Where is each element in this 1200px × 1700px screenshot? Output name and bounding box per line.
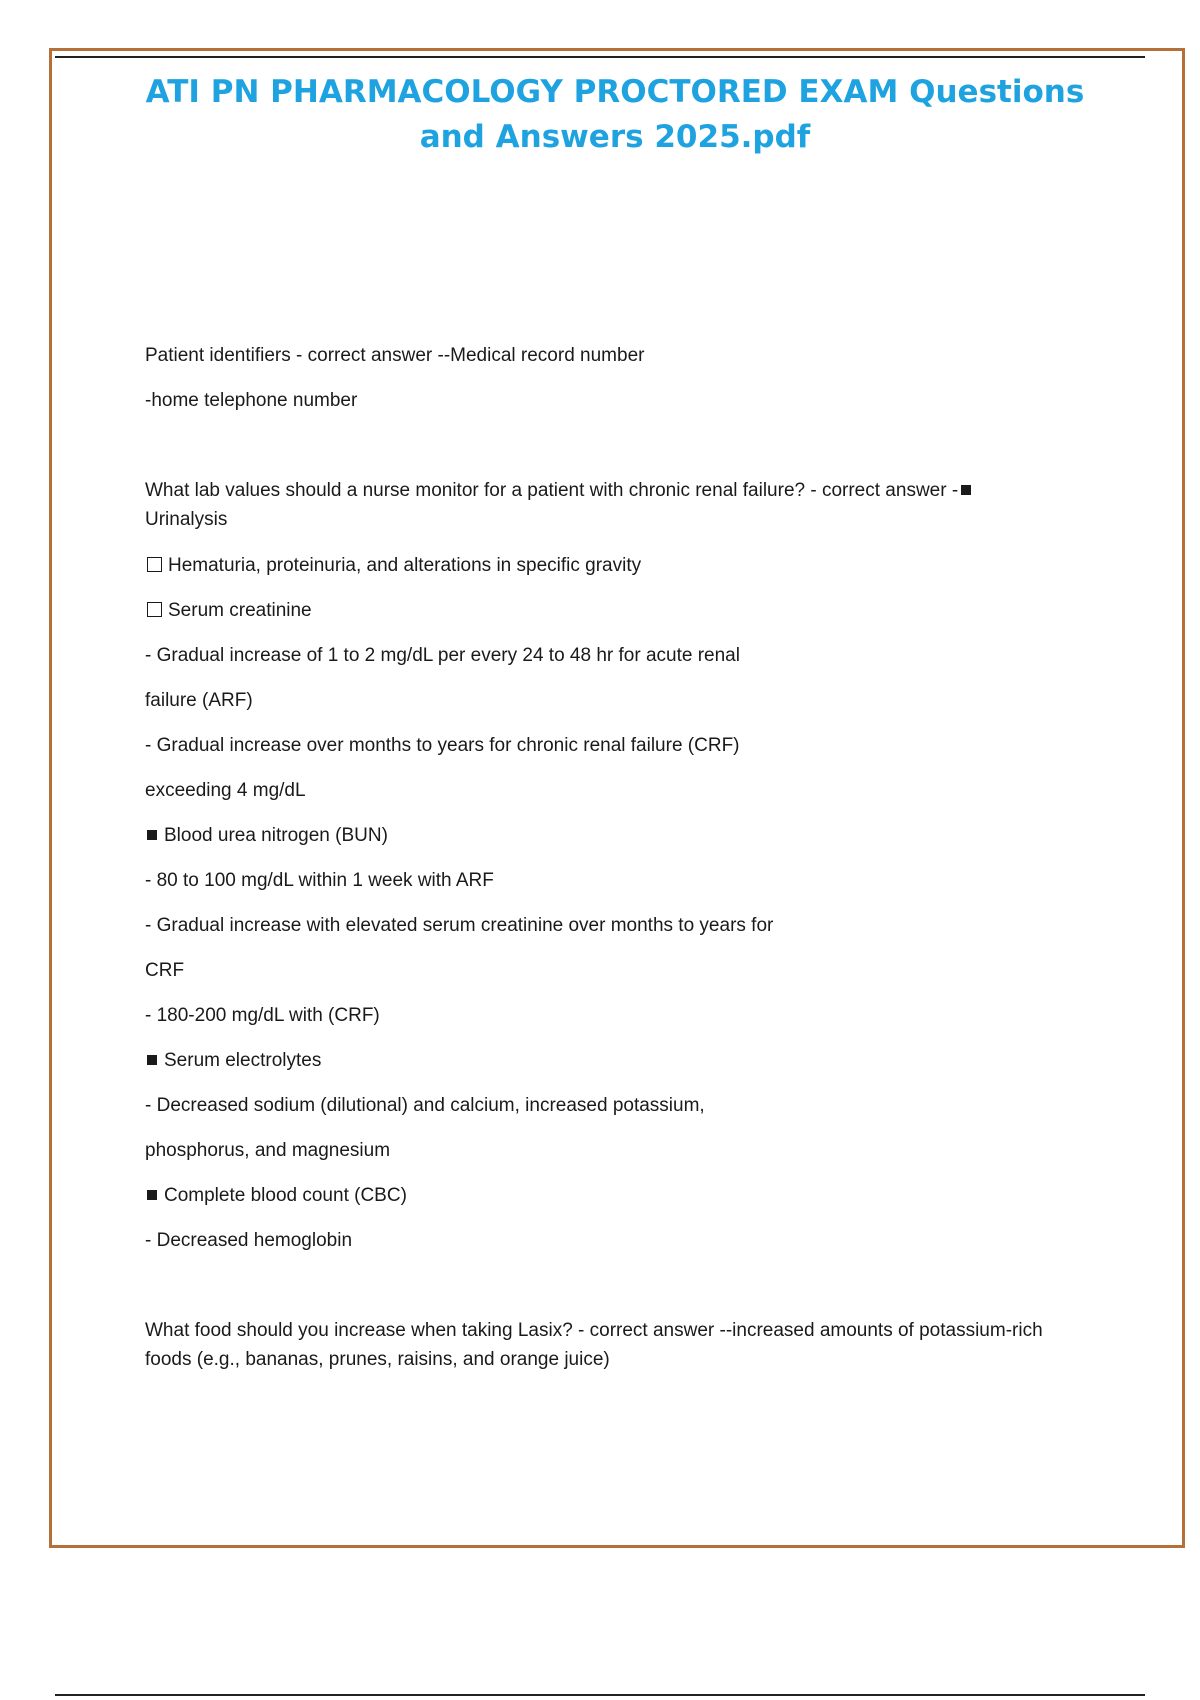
detail-line: - 180-200 mg/dL with (CRF) [145, 1005, 380, 1026]
list-item-label: Blood urea nitrogen (BUN) [164, 825, 388, 846]
list-item-label: Serum creatinine [168, 600, 312, 621]
bottom-rule [55, 1694, 1145, 1696]
list-item [145, 552, 1075, 579]
detail-line: - Decreased sodium (dilutional) and calcium, increased potassium, [145, 1095, 705, 1116]
answer-text: -home telephone number [145, 390, 358, 411]
question-text: Patient identifiers - correct answer --Medical record number [145, 345, 645, 366]
question-text: What food should you increase when taking Lasix? - correct answer --increased amounts of potassium-rich foods (e.g., bananas, prunes, raisins, and orange juice) [145, 1320, 1043, 1370]
list-item-label: Serum electrolytes [164, 1050, 322, 1071]
qa-block-lasix-food [145, 1316, 1075, 1374]
detail-line: exceeding 4 mg/dL [145, 780, 306, 801]
list-item [145, 822, 1075, 849]
checkbox-square-icon [147, 557, 162, 572]
detail-line: - Decreased hemoglobin [145, 1230, 353, 1251]
detail-line: - Gradual increase with elevated serum creatinine over months to years for [145, 915, 774, 936]
filled-square-bullet-icon [147, 830, 157, 840]
checkbox-square-icon [147, 602, 162, 617]
question-continuation: Urinalysis [145, 509, 228, 530]
filled-square-bullet-icon [147, 1055, 157, 1065]
detail-line: phosphorus, and magnesium [145, 1140, 391, 1161]
detail-line: - Gradual increase of 1 to 2 mg/dL per every 24 to 48 hr for acute renal [145, 645, 740, 666]
document-title: ATI PN PHARMACOLOGY PROCTORED EXAM Questions and Answers 2025.pdf [145, 74, 1085, 155]
question-text [145, 476, 1075, 534]
detail-line: - 80 to 100 mg/dL within 1 week with ARF [145, 870, 494, 891]
filled-square-bullet-icon [147, 1190, 157, 1200]
filled-square-bullet-icon [961, 485, 971, 495]
document-body [145, 342, 1075, 1392]
qa-block-patient-identifiers [145, 342, 1075, 414]
list-item-label: Complete blood count (CBC) [164, 1185, 407, 1206]
qa-block-renal-labs [145, 476, 1075, 1254]
detail-line: CRF [145, 960, 185, 981]
list-item [145, 1182, 1075, 1209]
list-item-label: Hematuria, proteinuria, and alterations in specific gravity [168, 555, 642, 576]
list-item [145, 1047, 1075, 1074]
top-rule [55, 56, 1145, 58]
question-main: What lab values should a nurse monitor for a patient with chronic renal failure? - correct answer - [145, 480, 959, 501]
detail-line: failure (ARF) [145, 690, 253, 711]
detail-line: - Gradual increase over months to years for chronic renal failure (CRF) [145, 735, 740, 756]
list-item [145, 597, 1075, 624]
